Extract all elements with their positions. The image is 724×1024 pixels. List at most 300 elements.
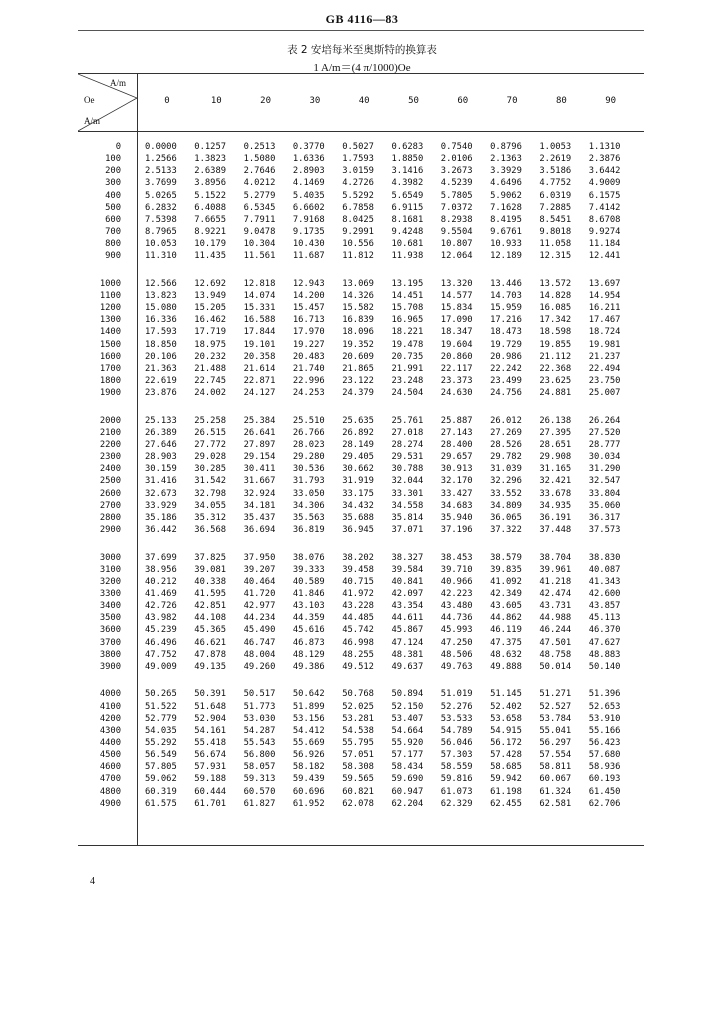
- table-cell: 8.1681: [391, 214, 424, 225]
- table-cell: 22.871: [243, 376, 276, 387]
- table-cell: 14.200: [292, 291, 325, 301]
- table-cell: 58.057: [243, 762, 276, 773]
- table-cell: 17.090: [440, 315, 473, 326]
- table-cell: 61.952: [292, 798, 325, 809]
- table-cell: 55.292: [145, 738, 177, 748]
- table-cell: 27.520: [588, 427, 621, 438]
- table-cell: 18.598: [539, 327, 572, 338]
- table-cell: 7.6655: [194, 214, 227, 225]
- table-cell: 47.124: [391, 637, 424, 648]
- table-cell: 62.329: [440, 798, 473, 809]
- table-cell: 55.418: [194, 738, 227, 748]
- table-cell: 48.381: [391, 649, 424, 660]
- table-cell: 16.085: [539, 303, 572, 314]
- row-label: 4300: [99, 725, 121, 736]
- table-cell: 50.768: [342, 689, 374, 700]
- row-label: 4000: [99, 689, 121, 700]
- table-cell: 12.692: [194, 278, 227, 289]
- table-cell: 7.5398: [145, 214, 177, 225]
- table-cell: 21.865: [342, 363, 374, 374]
- table-cell: 34.558: [391, 500, 424, 511]
- table-cell: 60.821: [342, 786, 374, 797]
- row-label: 4400: [99, 738, 121, 748]
- table-cell: 7.1628: [490, 202, 522, 213]
- table-cell: 22.117: [440, 363, 473, 374]
- row-label: 1800: [99, 376, 121, 387]
- table-cell: 32.798: [194, 488, 227, 499]
- table-cell: 16.588: [243, 315, 276, 326]
- table-cell: 60.444: [194, 786, 227, 797]
- table-cell: 42.726: [145, 601, 177, 612]
- table-cell: 18.221: [391, 327, 424, 338]
- table-cell: 36.317: [588, 512, 621, 523]
- table-cell: 59.062: [145, 774, 177, 785]
- table-cell: 56.549: [145, 750, 177, 761]
- table-cell: 59.565: [342, 774, 374, 785]
- table-cell: 58.811: [539, 762, 572, 773]
- table-cell: 3.6442: [588, 166, 621, 177]
- table-cell: 29.531: [391, 452, 424, 463]
- table-cell: 29.028: [194, 452, 227, 463]
- table-cell: 50.140: [588, 661, 621, 672]
- table-cell: 25.133: [145, 415, 177, 426]
- table-cell: 1.3823: [194, 154, 227, 165]
- table-cell: 30.159: [145, 464, 177, 475]
- table-cell: 28.777: [588, 440, 621, 450]
- row-label: 3600: [99, 625, 121, 636]
- table-cell: 3.0159: [342, 166, 374, 177]
- table-cell: 32.044: [391, 476, 424, 487]
- table-cell: 26.389: [145, 427, 177, 438]
- table-cell: 56.297: [539, 738, 572, 748]
- table-cell: 9.8018: [539, 227, 572, 238]
- table-cell: 49.386: [292, 661, 325, 672]
- table-cell: 54.538: [342, 725, 374, 736]
- table-cell: 44.108: [194, 613, 227, 624]
- table-cell: 18.096: [342, 327, 374, 338]
- table-cell: 18.724: [588, 327, 621, 338]
- table-cell: 49.009: [145, 661, 177, 672]
- table-cell: 43.354: [391, 601, 424, 612]
- table-cell: 10.933: [490, 239, 522, 250]
- table-cell: 2.7646: [243, 166, 276, 177]
- table-cell: 28.400: [440, 440, 473, 450]
- table-cell: 47.501: [539, 637, 572, 648]
- table-cell: 53.156: [292, 713, 325, 724]
- row-label: 2500: [99, 476, 121, 487]
- table-cell: 2.5133: [145, 166, 177, 177]
- table-cell: 47.250: [440, 637, 473, 648]
- table-cell: 50.894: [391, 689, 424, 700]
- table-cell: 21.740: [292, 363, 325, 374]
- table-cell: 37.322: [490, 525, 522, 536]
- column-header: 40: [358, 96, 370, 106]
- table-cell: 52.779: [145, 713, 177, 724]
- table-cell: 46.747: [243, 637, 276, 648]
- table-cell: 46.370: [588, 625, 621, 636]
- table-cell: 31.793: [292, 476, 325, 487]
- table-cell: 38.076: [292, 552, 325, 563]
- table-cell: 20.483: [292, 351, 325, 362]
- table-cell: 49.637: [391, 661, 424, 672]
- table-cell: 0.6283: [391, 142, 424, 152]
- table-cell: 19.478: [391, 339, 424, 350]
- table-cell: 62.204: [391, 798, 424, 809]
- table-cell: 50.265: [145, 689, 177, 700]
- table-cell: 43.480: [440, 601, 473, 612]
- table-cell: 45.867: [391, 625, 424, 636]
- table-cell: 44.736: [440, 613, 473, 624]
- row-label: 2800: [99, 512, 121, 523]
- table-cell: 23.876: [145, 388, 177, 399]
- table-cell: 12.441: [588, 251, 621, 262]
- table-cell: 35.312: [194, 512, 227, 523]
- table-cell: 1.2566: [145, 154, 177, 165]
- standard-header: GB 4116—83: [325, 12, 399, 26]
- table-cell: 33.427: [440, 488, 473, 499]
- table-cell: 22.368: [539, 363, 572, 374]
- table-cell: 7.0372: [440, 202, 473, 213]
- table-cell: 1.6336: [292, 154, 325, 165]
- row-label: 2000: [99, 415, 121, 426]
- table-cell: 57.931: [194, 762, 227, 773]
- table-cell: 6.2832: [145, 202, 177, 213]
- table-cell: 42.474: [539, 589, 572, 599]
- table-cell: 52.527: [539, 701, 572, 712]
- table-cell: 35.437: [243, 512, 276, 523]
- row-label: 300: [105, 178, 121, 189]
- row-label: 4100: [99, 701, 121, 712]
- table-cell: 59.188: [194, 774, 227, 785]
- table-cell: 51.019: [440, 689, 473, 700]
- conversion-formula: 1 A/m＝(4 π/1000)Oe: [313, 62, 411, 74]
- table-cell: 59.942: [490, 774, 522, 785]
- table-cell: 12.189: [490, 251, 522, 262]
- table-cell: 24.881: [539, 388, 572, 399]
- table-cell: 26.766: [292, 427, 325, 438]
- table-cell: 15.959: [490, 303, 522, 314]
- table-cell: 59.816: [440, 774, 473, 785]
- table-cell: 24.630: [440, 388, 473, 399]
- table-cell: 48.129: [292, 649, 325, 660]
- table-cell: 41.218: [539, 576, 572, 587]
- row-label: 4200: [99, 713, 121, 724]
- table-cell: 10.681: [391, 239, 424, 250]
- table-cell: 22.242: [490, 363, 522, 374]
- table-cell: 36.945: [342, 525, 374, 536]
- table-cell: 14.074: [243, 291, 276, 301]
- table-cell: 9.0478: [243, 227, 276, 238]
- table-cell: 51.522: [145, 701, 177, 712]
- table-cell: 52.402: [490, 701, 522, 712]
- corner-label-top: A/m: [110, 78, 127, 88]
- row-label: 1200: [99, 303, 121, 314]
- table-cell: 21.112: [539, 351, 572, 362]
- table-cell: 51.271: [539, 689, 572, 700]
- table-cell: 7.9168: [292, 214, 325, 225]
- table-cell: 45.742: [342, 625, 374, 636]
- table-header: [78, 73, 644, 132]
- table-cell: 5.9062: [490, 190, 522, 201]
- corner-cell: [78, 74, 138, 131]
- row-label: 200: [105, 166, 121, 177]
- table-cell: 17.844: [243, 327, 276, 338]
- table-cell: 53.407: [391, 713, 424, 724]
- table-cell: 48.632: [490, 649, 522, 660]
- table-cell: 17.970: [292, 327, 325, 338]
- table-cell: 0.2513: [243, 142, 276, 152]
- table-cell: 33.050: [292, 488, 325, 499]
- table-cell: 46.998: [342, 637, 374, 648]
- row-label: 800: [105, 239, 121, 250]
- table-cell: 3.8956: [194, 178, 227, 189]
- table-cell: 34.055: [194, 500, 227, 511]
- page-number: 4: [90, 876, 95, 887]
- table-cell: 3.2673: [440, 166, 473, 177]
- table-cell: 60.067: [539, 774, 572, 785]
- row-label: 3800: [99, 649, 121, 660]
- table-cell: 30.788: [391, 464, 424, 475]
- table-cell: 33.552: [490, 488, 522, 499]
- table-cell: 35.688: [342, 512, 374, 523]
- table-cell: 6.4088: [194, 202, 227, 213]
- table-cell: 42.223: [440, 589, 473, 599]
- table-cell: 32.547: [588, 476, 621, 487]
- table-cell: 37.699: [145, 552, 177, 563]
- table-cell: 39.333: [292, 564, 325, 575]
- table-cell: 38.579: [490, 552, 522, 563]
- table-cell: 24.756: [490, 388, 522, 399]
- table-cell: 25.887: [440, 415, 473, 426]
- table-cell: 44.485: [342, 613, 374, 624]
- table-cell: 27.018: [391, 427, 424, 438]
- table-cell: 5.1522: [194, 190, 227, 201]
- table-cell: 1.1310: [588, 142, 621, 152]
- table-cell: 13.823: [145, 291, 177, 301]
- row-label: 4700: [99, 774, 121, 785]
- table-cell: 35.060: [588, 500, 621, 511]
- table-cell: 7.7911: [243, 214, 276, 225]
- table-cell: 13.320: [440, 278, 473, 289]
- table-cell: 25.761: [391, 415, 424, 426]
- table-cell: 6.9115: [391, 202, 424, 213]
- table-cell: 54.664: [391, 725, 424, 736]
- table-cell: 58.559: [440, 762, 473, 773]
- table-cell: 1.0053: [539, 142, 572, 152]
- table-cell: 33.175: [342, 488, 374, 499]
- table-cell: 49.512: [342, 661, 374, 672]
- table-cell: 59.690: [391, 774, 424, 785]
- table-cell: 39.584: [391, 564, 424, 575]
- table-cell: 12.943: [292, 278, 325, 289]
- table-cell: 36.065: [490, 512, 522, 523]
- row-label: 1600: [99, 351, 121, 362]
- table-cell: 36.442: [145, 525, 177, 536]
- table-cell: 37.950: [243, 552, 276, 563]
- table-cell: 31.919: [342, 476, 374, 487]
- table-cell: 21.237: [588, 351, 621, 362]
- table-cell: 3.1416: [391, 166, 424, 177]
- table-cell: 24.002: [194, 388, 227, 399]
- conversion-table: [78, 73, 644, 846]
- table-cell: 45.365: [194, 625, 227, 636]
- table-cell: 37.448: [539, 525, 572, 536]
- table-cell: 13.069: [342, 278, 374, 289]
- table-cell: 42.349: [490, 589, 522, 599]
- table-cell: 51.396: [588, 689, 621, 700]
- row-label: 4800: [99, 786, 121, 797]
- table-cell: 33.678: [539, 488, 572, 499]
- table-cell: 9.6761: [490, 227, 522, 238]
- table-cell: 18.850: [145, 339, 177, 350]
- table-cell: 36.819: [292, 525, 325, 536]
- column-header: 0: [164, 96, 170, 106]
- table-cell: 37.573: [588, 525, 621, 536]
- table-cell: 6.5345: [243, 202, 276, 213]
- table-cell: 23.625: [539, 376, 572, 387]
- table-cell: 38.830: [588, 552, 621, 563]
- table-cell: 5.5292: [342, 190, 374, 201]
- table-cell: 23.750: [588, 376, 621, 387]
- row-label: 1100: [99, 291, 121, 301]
- table-cell: 10.304: [243, 239, 276, 250]
- table-cell: 49.135: [194, 661, 227, 672]
- table-cell: 36.191: [539, 512, 572, 523]
- table-cell: 30.536: [292, 464, 325, 475]
- table-cell: 50.014: [539, 661, 572, 672]
- table-cell: 17.216: [490, 315, 522, 326]
- table-cell: 2.6389: [194, 166, 227, 177]
- table-cell: 39.458: [342, 564, 374, 575]
- table-cell: 23.499: [490, 376, 522, 387]
- table-cell: 55.041: [539, 725, 572, 736]
- table-cell: 13.195: [391, 278, 424, 289]
- table-cell: 48.255: [342, 649, 374, 660]
- table-cell: 14.577: [440, 291, 473, 301]
- table-cell: 12.315: [539, 251, 572, 262]
- table-cell: 13.572: [539, 278, 572, 289]
- table-cell: 9.9274: [588, 227, 621, 238]
- table-cell: 8.0425: [342, 214, 374, 225]
- table-cell: 32.924: [243, 488, 276, 499]
- table-cell: 39.207: [243, 564, 276, 575]
- table-cell: 47.878: [194, 649, 227, 660]
- table-cell: 53.910: [588, 713, 621, 724]
- table-cell: 11.812: [342, 251, 374, 262]
- column-header: 20: [260, 96, 272, 106]
- table-cell: 19.604: [440, 339, 473, 350]
- table-cell: 11.938: [391, 251, 424, 262]
- table-cell: 15.457: [292, 303, 325, 314]
- table-cell: 39.710: [440, 564, 473, 575]
- table-cell: 10.053: [145, 239, 177, 250]
- table-cell: 2.1363: [490, 154, 522, 165]
- table-cell: 0.1257: [194, 142, 227, 152]
- table-cell: 60.319: [145, 786, 177, 797]
- table-cell: 3.7699: [145, 178, 177, 189]
- table-cell: 22.996: [292, 376, 325, 387]
- table-cell: 33.929: [145, 500, 177, 511]
- table-cell: 54.035: [145, 725, 177, 736]
- table-cell: 57.805: [145, 762, 177, 773]
- table-cell: 53.784: [539, 713, 572, 724]
- table-cell: 10.430: [292, 239, 325, 250]
- table-cell: 41.846: [292, 589, 325, 599]
- table-cell: 0.8796: [490, 142, 522, 152]
- table-cell: 14.451: [391, 291, 424, 301]
- table-cell: 61.324: [539, 786, 572, 797]
- row-label: 3700: [99, 637, 121, 648]
- table-cell: 32.421: [539, 476, 572, 487]
- table-cell: 47.627: [588, 637, 621, 648]
- table-cell: 2.3876: [588, 154, 621, 165]
- corner-label-bottom: A/m: [84, 116, 101, 126]
- column-header: 80: [555, 96, 567, 106]
- table-cell: 42.600: [588, 589, 621, 599]
- table-cell: 40.212: [145, 576, 177, 587]
- table-cell: 35.814: [391, 512, 424, 523]
- table-cell: 11.687: [292, 251, 325, 262]
- table-cell: 57.680: [588, 750, 621, 761]
- table-cell: 41.469: [145, 589, 177, 599]
- table-cell: 27.395: [539, 427, 572, 438]
- table-cell: 40.589: [292, 576, 325, 587]
- table-cell: 8.7965: [145, 227, 177, 238]
- table-cell: 29.405: [342, 452, 374, 463]
- table-cell: 2.0106: [440, 154, 473, 165]
- table-cell: 15.080: [145, 303, 177, 314]
- table-cell: 15.708: [391, 303, 424, 314]
- table-cell: 39.081: [194, 564, 227, 575]
- table-cell: 46.873: [292, 637, 325, 648]
- table-cell: 34.935: [539, 500, 572, 511]
- table-cell: 28.023: [292, 440, 325, 450]
- table-cell: 51.773: [243, 701, 276, 712]
- table-cell: 8.9221: [194, 227, 227, 238]
- table-cell: 24.379: [342, 388, 374, 399]
- table-cell: 3.3929: [490, 166, 522, 177]
- table-cell: 6.1575: [588, 190, 621, 201]
- table-cell: 8.4195: [490, 214, 522, 225]
- table-cell: 43.857: [588, 601, 621, 612]
- table-cell: 56.423: [588, 738, 621, 748]
- table-cell: 36.568: [194, 525, 227, 536]
- table-cell: 15.331: [243, 303, 276, 314]
- table-cell: 25.384: [243, 415, 276, 426]
- row-label: 500: [105, 202, 121, 213]
- row-label: 900: [105, 251, 121, 262]
- row-label: 2100: [99, 427, 121, 438]
- table-cell: 45.113: [588, 613, 621, 624]
- table-cell: 46.119: [490, 625, 522, 636]
- table-cell: 20.860: [440, 351, 473, 362]
- table-cell: 20.358: [243, 351, 276, 362]
- table-cell: 60.193: [588, 774, 621, 785]
- table-cell: 56.926: [292, 750, 325, 761]
- table-cell: 18.975: [194, 339, 227, 350]
- table-cell: 14.828: [539, 291, 572, 301]
- row-label: 2600: [99, 488, 121, 499]
- row-label: 3500: [99, 613, 121, 624]
- table-cell: 4.7752: [539, 178, 572, 189]
- table-cell: 41.720: [243, 589, 276, 599]
- table-cell: 15.205: [194, 303, 227, 314]
- table-cell: 9.5504: [440, 227, 473, 238]
- table-cell: 37.071: [391, 525, 424, 536]
- table-cell: 30.285: [194, 464, 227, 475]
- table-cell: 44.611: [391, 613, 424, 624]
- table-cell: 39.835: [490, 564, 522, 575]
